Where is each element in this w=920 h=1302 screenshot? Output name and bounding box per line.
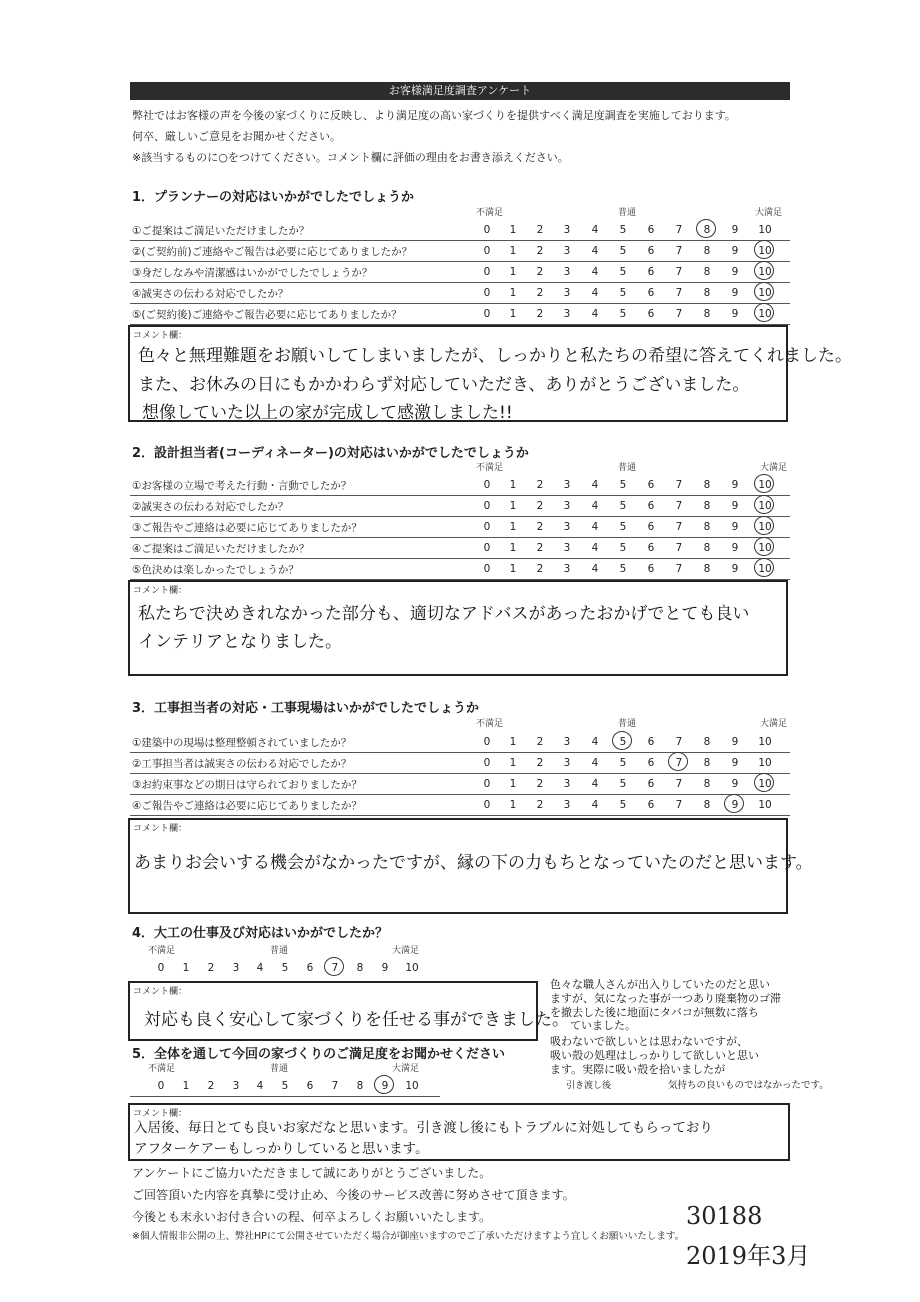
rating-option[interactable]: 3 [232, 1080, 240, 1092]
rating-option[interactable]: 4 [591, 778, 599, 790]
scale-low-label: 不満足 [476, 208, 504, 218]
rating-option[interactable]: 10 [758, 757, 772, 769]
rating-option[interactable]: 2 [207, 962, 215, 974]
scale-low-label: 不満足 [148, 1064, 176, 1074]
scale-mid-label: 普通 [270, 1064, 289, 1074]
rating-option[interactable]: 8 [703, 224, 711, 236]
rating-option[interactable]: 8 [356, 1080, 364, 1092]
rating-option[interactable]: 2 [536, 245, 544, 257]
side-note-line-9: 気持ちの良いものではなかったです。 [668, 1080, 829, 1091]
rating-option[interactable]: 3 [563, 757, 571, 769]
rating-option[interactable]: 1 [509, 563, 517, 575]
rating-option[interactable]: 9 [731, 757, 739, 769]
rating-option[interactable]: 1 [509, 757, 517, 769]
scale-low-label: 不満足 [148, 946, 176, 956]
selected-rating-circle [754, 303, 774, 322]
rating-option[interactable]: 2 [536, 799, 544, 811]
side-note-line-3: を撤去した後に地面にタバコが無数に落ち [550, 1006, 759, 1019]
rating-option[interactable]: 0 [483, 500, 491, 512]
rating-option[interactable]: 0 [483, 224, 491, 236]
scale-mid-label: 普通 [270, 946, 289, 956]
rating-option[interactable]: 10 [758, 266, 772, 278]
rating-option[interactable]: 7 [675, 224, 683, 236]
rating-option[interactable]: 5 [619, 799, 627, 811]
section-1-scale [0, 205, 920, 220]
selected-rating-circle [754, 558, 774, 577]
rating-option[interactable]: 8 [703, 479, 711, 491]
section-1-comment-box [128, 325, 852, 423]
rating-option[interactable]: 9 [731, 799, 739, 811]
rating-option[interactable]: 3 [232, 962, 240, 974]
rating-option[interactable]: 8 [703, 500, 711, 512]
rating-option[interactable]: 7 [675, 479, 683, 491]
rating-option[interactable]: 4 [591, 245, 599, 257]
section-5-comment-line-2: アフターケアーもしっかりしていると思います。 [134, 1141, 429, 1157]
section-5-scale [0, 1061, 920, 1076]
comment-label: コメント欄： [133, 987, 188, 997]
rating-option[interactable]: 6 [647, 757, 655, 769]
handwritten-date: 2019年3月 [686, 1242, 811, 1270]
question-text: ①建築中の現場は整理整頓されていましたか？ [132, 737, 352, 749]
section-2-comment-line-1: 私たちで決めきれなかった部分も、適切なアドバスがあったおかげでとても良い [138, 604, 750, 624]
question-text: ①お客様の立場で考えた行動・言動でしたか？ [132, 480, 352, 492]
rating-option[interactable]: 10 [405, 1080, 419, 1092]
section-4-scale-row [0, 958, 920, 980]
rating-option[interactable]: 3 [563, 542, 571, 554]
rating-option[interactable]: 8 [703, 799, 711, 811]
section-1-comment-line-1: 色々と無理難題をお願いしてしまいましたが、しっかりと私たちの希望に答えてくれました。 [138, 346, 852, 366]
scale-underline [130, 1096, 440, 1097]
question-text: ⑤(ご契約後)ご連絡やご報告必要に応じてありましたか？ [132, 309, 402, 321]
rating-option[interactable]: 0 [483, 479, 491, 491]
rating-option[interactable]: 9 [731, 479, 739, 491]
selected-rating-circle [668, 752, 688, 771]
rating-option[interactable]: 2 [536, 542, 544, 554]
section-5-comment-box [128, 1103, 790, 1161]
scale-high-label: 大満足 [760, 719, 788, 729]
survey-title: お客様満足度調査アンケート [130, 82, 790, 100]
rating-option[interactable]: 4 [591, 757, 599, 769]
question-row [130, 517, 790, 538]
rating-option[interactable]: 9 [731, 224, 739, 236]
rating-option[interactable]: 3 [563, 245, 571, 257]
rating-option[interactable]: 1 [182, 962, 190, 974]
rating-option[interactable]: 1 [509, 479, 517, 491]
question-text: ④誠実さの伝わる対応でしたか？ [132, 288, 289, 300]
comment-label: コメント欄： [133, 586, 188, 596]
rating-option[interactable]: 6 [306, 962, 314, 974]
rating-option[interactable]: 0 [483, 521, 491, 533]
rating-option[interactable]: 1 [509, 778, 517, 790]
rating-option[interactable]: 9 [381, 1080, 389, 1092]
rating-option[interactable]: 8 [356, 962, 364, 974]
question-text: ③お約束事などの期日は守られておりましたか？ [132, 779, 362, 791]
section-5-scale-row [0, 1076, 920, 1098]
rating-option[interactable]: 6 [647, 736, 655, 748]
rating-option[interactable]: 4 [591, 563, 599, 575]
rating-option[interactable]: 8 [703, 287, 711, 299]
question-row [130, 774, 790, 795]
rating-option[interactable]: 9 [731, 500, 739, 512]
rating-option[interactable]: 2 [536, 224, 544, 236]
rating-option[interactable]: 7 [675, 500, 683, 512]
section-4-scale [0, 943, 920, 958]
side-note-line-1: 色々な職人さんが出入りしていたのだと思い [550, 978, 770, 991]
section-3-comment-box [128, 818, 813, 914]
selected-rating-circle [754, 537, 774, 556]
intro-text-2: 何卒、厳しいご意見をお聞かせください。 [132, 130, 341, 143]
question-row [130, 475, 790, 496]
question-text: ③身だしなみや清潔感はいかがでしたでしょうか？ [132, 267, 373, 279]
selected-rating-circle [754, 773, 774, 792]
section-4-comment: 対応も良く安心して家づくりを任せる事ができました。 [144, 1010, 569, 1030]
rating-option[interactable]: 3 [563, 799, 571, 811]
selected-rating-circle [754, 240, 774, 259]
side-note-line-5: 吸わないで欲しいとは思わないですが、 [550, 1035, 748, 1048]
rating-option[interactable]: 2 [536, 500, 544, 512]
rating-option[interactable]: 9 [731, 308, 739, 320]
rating-option[interactable]: 1 [509, 736, 517, 748]
rating-option[interactable]: 3 [563, 479, 571, 491]
rating-option[interactable]: 4 [591, 521, 599, 533]
rating-option[interactable]: 0 [483, 287, 491, 299]
rating-option[interactable]: 0 [157, 962, 165, 974]
rating-option[interactable]: 7 [331, 962, 339, 974]
side-note-line-6: 吸い殻の処理はしっかりして欲しいと思い [550, 1049, 759, 1062]
comment-label: コメント欄： [133, 331, 188, 341]
rating-option[interactable]: 4 [591, 287, 599, 299]
rating-option[interactable]: 2 [536, 521, 544, 533]
footer-line-1: アンケートにご協力いただきまして誠にありがとうございました。 [132, 1166, 492, 1180]
rating-option[interactable]: 1 [509, 224, 517, 236]
rating-option[interactable]: 1 [509, 799, 517, 811]
rating-option[interactable]: 2 [536, 563, 544, 575]
rating-option[interactable]: 5 [619, 563, 627, 575]
selected-rating-circle [754, 516, 774, 535]
rating-option[interactable]: 7 [675, 542, 683, 554]
rating-option[interactable]: 10 [405, 962, 419, 974]
id-number: 30188 [686, 1202, 763, 1230]
rating-option[interactable]: 7 [675, 563, 683, 575]
selected-rating-circle [754, 282, 774, 301]
rating-option[interactable]: 3 [563, 563, 571, 575]
section-4-title: 4．大工の仕事及び対応はいかがでしたか？ [132, 926, 389, 941]
rating-option[interactable]: 8 [703, 521, 711, 533]
question-row [130, 538, 790, 559]
question-text: ⑤色決めは楽しかったでしょうか？ [132, 564, 299, 576]
footer-line-2: ご回答頂いた内容を真摯に受け止め、今後のサービス改善に努めさせて頂きます。 [132, 1188, 575, 1202]
rating-option[interactable]: 0 [483, 736, 491, 748]
question-text: ④ご提案はご満足いただけましたか？ [132, 543, 310, 555]
rating-option[interactable]: 0 [483, 266, 491, 278]
rating-option[interactable]: 8 [703, 778, 711, 790]
rating-option[interactable]: 1 [509, 521, 517, 533]
rating-option[interactable]: 6 [647, 778, 655, 790]
rating-option[interactable]: 2 [536, 287, 544, 299]
rating-option[interactable]: 1 [509, 245, 517, 257]
rating-option[interactable]: 5 [619, 736, 627, 748]
rating-option[interactable]: 10 [758, 245, 772, 257]
rating-option[interactable]: 7 [675, 778, 683, 790]
selected-rating-circle [612, 731, 632, 750]
rating-option[interactable]: 1 [509, 542, 517, 554]
rating-option[interactable]: 10 [758, 287, 772, 299]
rating-option[interactable]: 2 [536, 308, 544, 320]
rating-option[interactable]: 9 [731, 521, 739, 533]
rating-option[interactable]: 2 [536, 736, 544, 748]
rating-option[interactable]: 5 [619, 308, 627, 320]
section-1-comment-line-2: また、お休みの日にもかかわらず対応していただき、ありがとうございました。 [138, 375, 750, 395]
rating-option[interactable]: 8 [703, 245, 711, 257]
scale-high-label: 大満足 [392, 946, 420, 956]
rating-option[interactable]: 10 [758, 778, 772, 790]
section-2-scale [0, 460, 920, 475]
question-text: ③ご報告やご連絡は必要に応じてありましたか？ [132, 522, 362, 534]
selected-rating-circle [724, 794, 744, 813]
rating-option[interactable]: 6 [306, 1080, 314, 1092]
rating-option[interactable]: 8 [703, 563, 711, 575]
question-text: ②(ご契約前)ご連絡やご報告は必要に応じてありましたか？ [132, 246, 413, 258]
selected-rating-circle [754, 495, 774, 514]
rating-option[interactable]: 1 [509, 500, 517, 512]
rating-option[interactable]: 6 [647, 308, 655, 320]
rating-option[interactable]: 6 [647, 266, 655, 278]
rating-option[interactable]: 1 [509, 308, 517, 320]
section-3-title: 3．工事担当者の対応・工事現場はいかがでしたでしょうか [132, 701, 480, 716]
section-1-title: 1．プランナーの対応はいかがでしたでしょうか [132, 190, 415, 205]
rating-option[interactable]: 9 [731, 287, 739, 299]
rating-option[interactable]: 5 [619, 757, 627, 769]
rating-option[interactable]: 2 [536, 266, 544, 278]
rating-option[interactable]: 9 [731, 778, 739, 790]
rating-option[interactable]: 4 [591, 266, 599, 278]
rating-option[interactable]: 9 [731, 245, 739, 257]
rating-option[interactable]: 5 [281, 962, 289, 974]
rating-option[interactable]: 10 [758, 521, 772, 533]
section-2-comment-box [128, 580, 788, 676]
rating-option[interactable]: 10 [758, 308, 772, 320]
rating-option[interactable]: 6 [647, 542, 655, 554]
rating-option[interactable]: 6 [647, 245, 655, 257]
rating-option[interactable]: 7 [675, 521, 683, 533]
selected-rating-circle [374, 1075, 394, 1094]
rating-option[interactable]: 7 [675, 799, 683, 811]
rating-option[interactable]: 3 [563, 736, 571, 748]
rating-option[interactable]: 3 [563, 287, 571, 299]
rating-option[interactable]: 8 [703, 266, 711, 278]
question-row [130, 753, 790, 774]
intro-text-1: 弊社ではお客様の声を今後の家づくりに反映し、より満足度の高い家づくりを提供すべく満足度調査を実施しております。 [132, 109, 736, 122]
section-1-comment-line-3: 想像していた以上の家が完成して感激しました!! [142, 403, 513, 423]
rating-option[interactable]: 5 [619, 224, 627, 236]
rating-option[interactable]: 9 [731, 736, 739, 748]
section-3-comment-line-1: あまりお会いする機会がなかったですが、縁の下の力もちとなっていたのだと思います。 [134, 853, 813, 873]
scale-high-label: 大満足 [755, 208, 783, 218]
rating-option[interactable]: 1 [182, 1080, 190, 1092]
rating-option[interactable]: 3 [563, 521, 571, 533]
side-note-line-7: ます。実際に吸い殻を拾いましたが [550, 1063, 726, 1076]
rating-option[interactable]: 5 [619, 500, 627, 512]
rating-option[interactable]: 8 [703, 757, 711, 769]
rating-option[interactable]: 10 [758, 736, 772, 748]
question-row [130, 732, 790, 753]
scale-mid-label: 普通 [618, 463, 637, 473]
rating-option[interactable]: 1 [509, 287, 517, 299]
scale-high-label: 大満足 [392, 1064, 420, 1074]
rating-option[interactable]: 6 [647, 224, 655, 236]
rating-option[interactable]: 0 [483, 799, 491, 811]
rating-option[interactable]: 0 [483, 757, 491, 769]
rating-option[interactable]: 10 [758, 479, 772, 491]
question-row [130, 304, 790, 325]
rating-option[interactable]: 5 [619, 521, 627, 533]
question-text: ②誠実さの伝わる対応でしたか？ [132, 501, 289, 513]
rating-option[interactable]: 8 [703, 308, 711, 320]
rating-option[interactable]: 10 [758, 563, 772, 575]
rating-option[interactable]: 10 [758, 542, 772, 554]
rating-option[interactable]: 5 [619, 479, 627, 491]
scale-mid-label: 普通 [618, 719, 637, 729]
section-3-scale [0, 716, 920, 731]
rating-option[interactable]: 6 [647, 479, 655, 491]
rating-option[interactable]: 4 [591, 308, 599, 320]
rating-option[interactable]: 3 [563, 778, 571, 790]
scale-high-label: 大満足 [760, 463, 788, 473]
side-note-line-8: 引き渡し後 [566, 1081, 612, 1091]
selected-rating-circle [696, 219, 716, 238]
rating-option[interactable]: 6 [647, 799, 655, 811]
rating-option[interactable]: 8 [703, 736, 711, 748]
side-note-line-2: ますが、気になった事が一つあり廃棄物のゴ滞 [550, 992, 781, 1005]
rating-option[interactable]: 4 [591, 799, 599, 811]
selected-rating-circle [324, 957, 344, 976]
rating-option[interactable]: 3 [563, 500, 571, 512]
rating-option[interactable]: 10 [758, 500, 772, 512]
question-row [130, 220, 790, 241]
question-row [130, 241, 790, 262]
rating-option[interactable]: 6 [647, 521, 655, 533]
rating-option[interactable]: 3 [563, 224, 571, 236]
section-5-comment-line-1: 入居後、毎日とても良いお家だなと思います。引き渡し後にもトラブルに対処してもらっており [134, 1120, 713, 1136]
rating-option[interactable]: 6 [647, 563, 655, 575]
rating-option[interactable]: 0 [483, 245, 491, 257]
question-text: ②工事担当者は誠実さの伝わる対応でしたか？ [132, 758, 352, 770]
selected-rating-circle [754, 474, 774, 493]
rating-option[interactable]: 0 [483, 563, 491, 575]
rating-option[interactable]: 4 [591, 736, 599, 748]
rating-option[interactable]: 7 [675, 266, 683, 278]
scale-low-label: 不満足 [476, 719, 504, 729]
question-text: ④ご報告やご連絡は必要に応じてありましたか？ [132, 800, 362, 812]
intro-text-3: ※該当するものに○をつけてください。コメント欄に評価の理由をお書き添えください。 [132, 151, 569, 164]
rating-option[interactable]: 4 [591, 224, 599, 236]
rating-option[interactable]: 10 [758, 224, 772, 236]
rating-option[interactable]: 9 [731, 563, 739, 575]
question-row [130, 496, 790, 517]
rating-option[interactable]: 0 [157, 1080, 165, 1092]
rating-option[interactable]: 6 [647, 287, 655, 299]
side-note-line-4: ていました。 [570, 1019, 636, 1032]
rating-option[interactable]: 7 [675, 308, 683, 320]
rating-option[interactable]: 7 [675, 736, 683, 748]
rating-option[interactable]: 7 [675, 245, 683, 257]
question-row [130, 795, 790, 816]
rating-option[interactable]: 7 [331, 1080, 339, 1092]
rating-option[interactable]: 4 [591, 500, 599, 512]
rating-option[interactable]: 1 [509, 266, 517, 278]
rating-option[interactable]: 3 [563, 266, 571, 278]
selected-rating-circle [754, 261, 774, 280]
rating-option[interactable]: 0 [483, 542, 491, 554]
section-5-title: 5．全体を通して今回の家づくりのご満足度をお聞かせください [132, 1047, 506, 1062]
rating-option[interactable]: 9 [731, 542, 739, 554]
rating-option[interactable]: 6 [647, 500, 655, 512]
rating-option[interactable]: 3 [563, 308, 571, 320]
rating-option[interactable]: 2 [536, 778, 544, 790]
rating-option[interactable]: 5 [619, 778, 627, 790]
rating-option[interactable]: 5 [619, 266, 627, 278]
scale-mid-label: 普通 [618, 208, 637, 218]
rating-option[interactable]: 9 [381, 962, 389, 974]
rating-option[interactable]: 5 [619, 542, 627, 554]
rating-option[interactable]: 4 [591, 542, 599, 554]
footer-note: ※個人情報非公開の上、弊社HPにて公開させていただく場合が御座いますのでご了承いただけますよう宜しくお願いいたします。 [132, 1231, 685, 1242]
rating-option[interactable]: 0 [483, 308, 491, 320]
question-row [130, 283, 790, 304]
rating-option[interactable]: 4 [256, 962, 264, 974]
section-2-title: 2．設計担当者(コーディネーター)の対応はいかがでしたでしょうか [132, 446, 529, 461]
rating-option[interactable]: 5 [619, 245, 627, 257]
section-2-comment-line-2: インテリアとなりました。 [138, 632, 342, 652]
rating-option[interactable]: 2 [536, 757, 544, 769]
question-row [130, 262, 790, 283]
rating-option[interactable]: 10 [758, 799, 772, 811]
section-4-comment-box [128, 981, 569, 1041]
rating-option[interactable]: 9 [731, 266, 739, 278]
rating-option[interactable]: 7 [675, 287, 683, 299]
question-row [130, 559, 790, 580]
rating-option[interactable]: 2 [536, 479, 544, 491]
rating-option[interactable]: 4 [591, 479, 599, 491]
rating-option[interactable]: 4 [256, 1080, 264, 1092]
scale-low-label: 不満足 [476, 463, 504, 473]
question-text: ①ご提案はご満足いただけましたか？ [132, 225, 310, 237]
comment-label: コメント欄： [133, 1109, 188, 1119]
rating-option[interactable]: 5 [619, 287, 627, 299]
footer-line-3: 今後とも末永いお付き合いの程、何卒よろしくお願いいたします。 [132, 1210, 492, 1224]
rating-option[interactable]: 5 [281, 1080, 289, 1092]
rating-option[interactable]: 0 [483, 778, 491, 790]
rating-option[interactable]: 7 [675, 757, 683, 769]
rating-option[interactable]: 2 [207, 1080, 215, 1092]
rating-option[interactable]: 8 [703, 542, 711, 554]
comment-label: コメント欄： [133, 824, 188, 834]
